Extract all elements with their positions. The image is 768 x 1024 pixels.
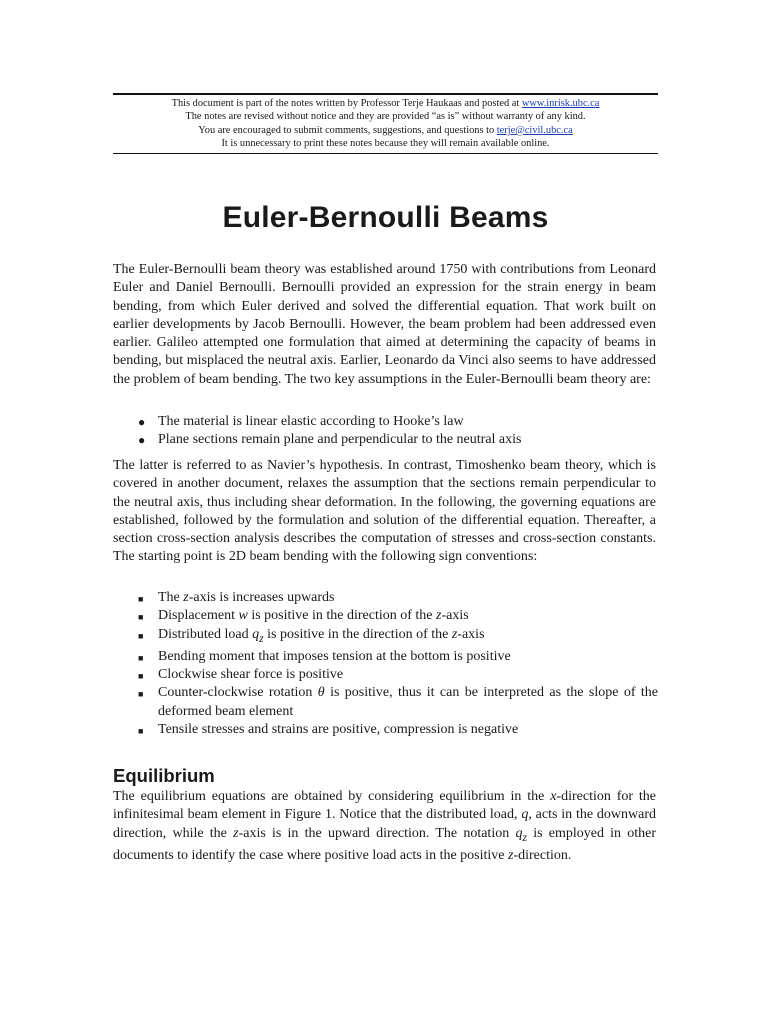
header-line-4: It is unnecessary to print these notes because they will remain available online. [221,138,550,150]
website-link[interactable]: www.inrisk.ubc.ca [521,98,600,109]
convention-item: ■ Clockwise shear force is positive [113,666,658,684]
header-line-3: You are encouraged to submit comments, suggestions, and questions to terje@civil.ubc.ca [198,124,573,136]
equilibrium-paragraph: The equilibrium equations are obtained by considering equilibrium in the x-direction for the infinitesimal beam element in Figure 1. Notice that the distributed load, q, acts in the downward direction, while the z-axis is in the upward direction. The notation $q_z$ is employed in other documents to identify the case where positive load acts in the positive z-direction. [113,789,657,863]
section-heading-equilibrium: Equilibrium [113,765,215,786]
convention-item: ■ Bending moment that imposes tension at the bottom is positive [113,648,658,666]
square-bullet-icon: ■ [138,652,144,663]
square-bullet-icon: ■ [138,670,144,681]
convention-item: ■ Tensile stresses and strains are positive, compression is negative [113,721,658,739]
navier-paragraph: The latter is referred to as Navier’s hypothesis. In contrast, Timoshenko beam theory, which is covered in another document, relaxes the assumption that the sections remain perpendicular to the neutral axis, thus including shear deformation. In the following, the governing equations are established, followed by the formulation and solution of the differential equation. Thereafter, a section cross-section analysis describes the computation of stresses and cross-section constants. The starting point is 2D beam bending with the following sign conventions: [113,458,656,565]
square-bullet-icon: ■ [138,594,144,604]
square-bullet-icon: ■ [138,612,144,623]
convention-item: ■ Distributed load $q_z$ is positive in the direction of the z-axis [138,626,485,645]
convention-item: ■ The z-axis is increases upwards [113,589,658,607]
square-bullet-icon: ■ [138,630,144,641]
document-title: Euler-Bernoulli Beams [222,201,549,234]
square-bullet-icon: ■ [138,725,144,736]
convention-item: ■ Displacement w is positive in the direction of the z-axis [113,607,658,625]
header-line-2: The notes are revised without notice and they are provided “as is” without warranty of any kind. [185,111,586,123]
assumptions-list [113,413,658,450]
bullet-icon: ● [138,415,146,429]
intro-paragraph: The Euler-Bernoulli beam theory was established around 1750 with contributions from Leonard Euler and Daniel Bernoulli. Bernoulli provided an expression for the strain energy in beam bending, from which Euler derived and solved the differential equation. That work built on earlier developments by Jacob Bernoulli. However, the beam problem had been addressed even earlier. Galileo attempted one formulation that aimed at determining the capacity of beams in bending, but misplaced the neutral axis. Earlier, Leonardo da Vinci also seems to have addressed the problem of beam bending. The two key assumptions in the Euler-Bernoulli beam theory are: [113,262,656,387]
header-line-1: This document is part of the notes written by Professor Terje Haukaas and posted at www.inrisk.ubc.ca [171,98,600,109]
assumption-item: ● The material is linear elastic according to Hooke’s law [113,413,658,431]
sign-conventions-list [113,589,658,739]
square-bullet-icon: ■ [138,689,144,700]
document-header [113,93,658,154]
email-link[interactable]: terje@civil.ubc.ca [496,124,573,136]
bullet-icon: ● [138,433,146,448]
assumption-item: ● Plane sections remain plane and perpendicular to the neutral axis [113,431,658,449]
convention-item: ■ Counter-clockwise rotation θ is positive, thus it can be interpreted as the slope of the deformed beam element [138,685,658,719]
